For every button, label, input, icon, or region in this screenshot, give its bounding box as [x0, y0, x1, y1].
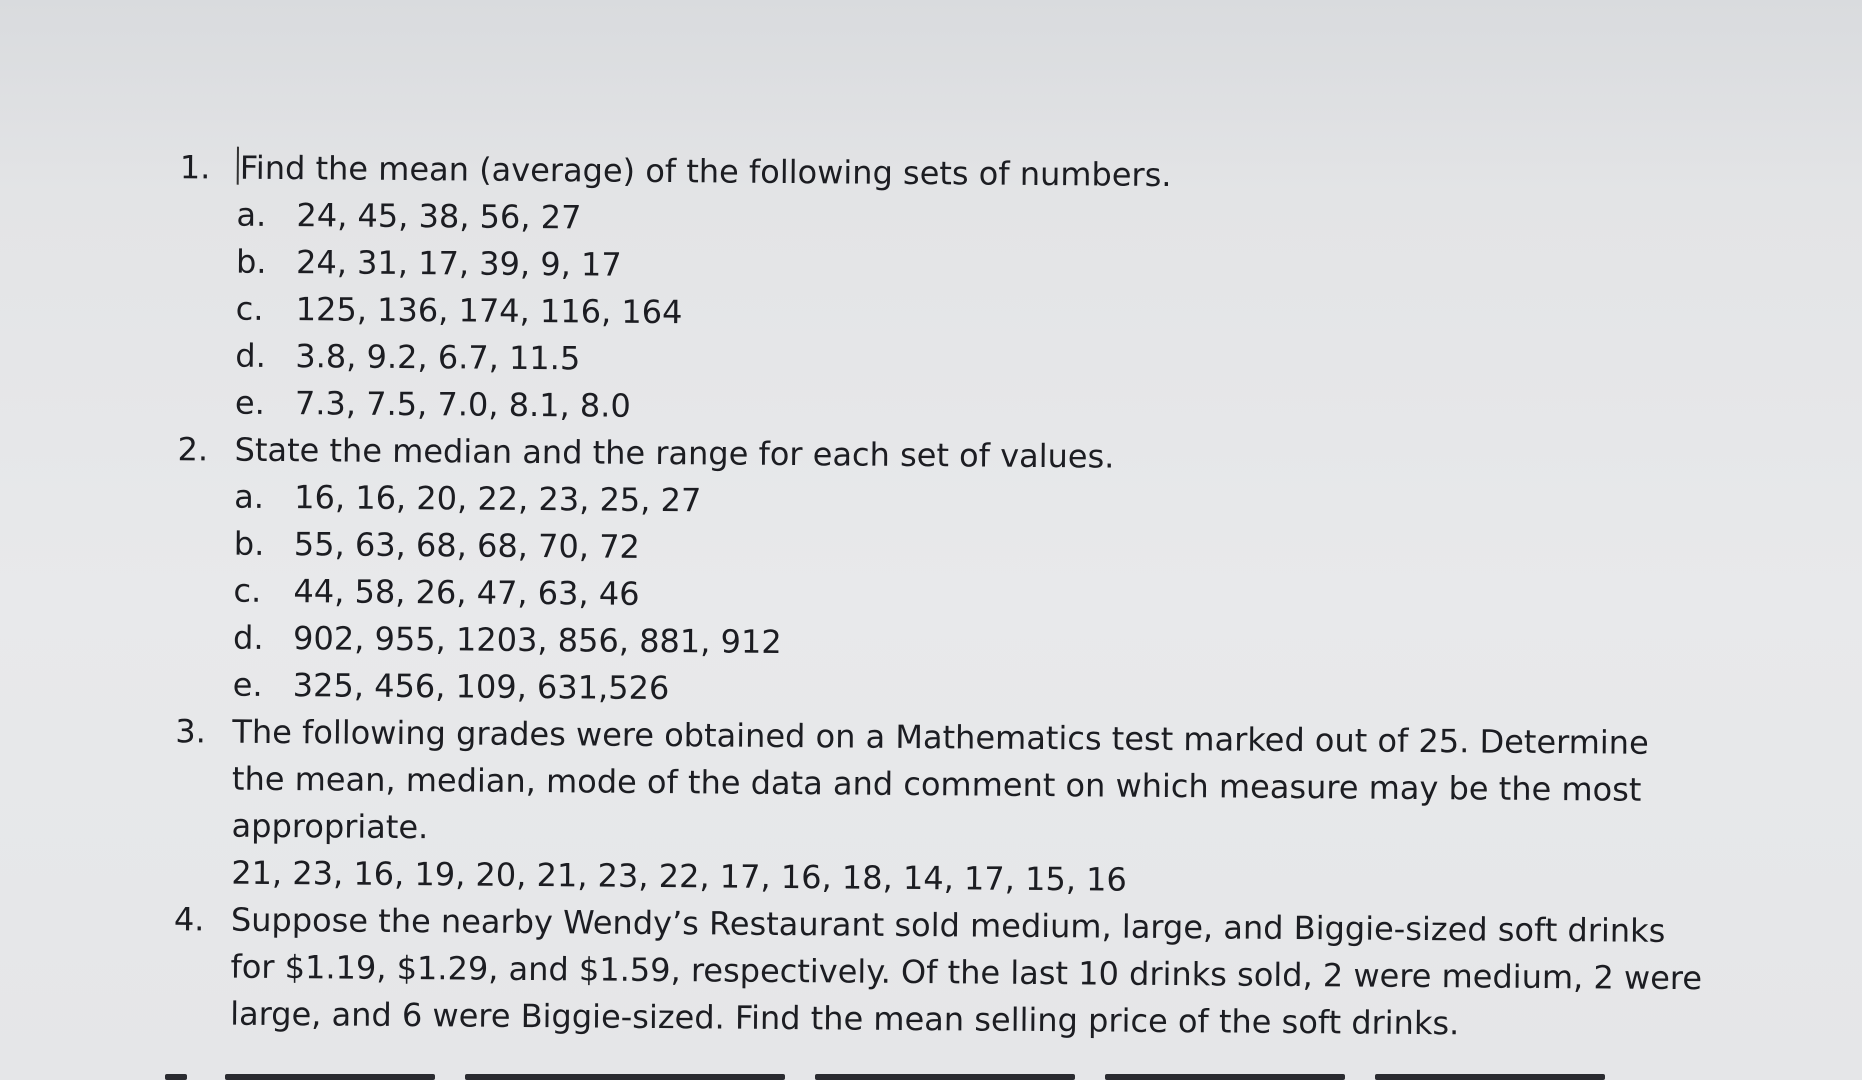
question-text: Suppose the nearby Wendy’s Restaurant sold medium, large, and Biggie-sized soft drinks for $1.19, $1.29, and $1.59, respectively. Of the last 10 drinks sold, 2 were medium, 2 were large, and 6 were Biggie-sized. Find the mean selling price of the soft drinks. — [230, 900, 1703, 1043]
cutoff-glyph — [465, 1074, 785, 1080]
question-text: State the median and the range for each set of values. — [234, 430, 1115, 476]
part-values: 24, 45, 38, 56, 27 — [296, 196, 582, 237]
part-values: 44, 58, 26, 47, 63, 46 — [293, 572, 640, 613]
question-1-parts — [235, 192, 1710, 439]
document-page — [143, 144, 1710, 1049]
part-values: 325, 456, 109, 631,526 — [292, 666, 670, 708]
part-values: 7.3, 7.5, 7.0, 8.1, 8.0 — [294, 384, 631, 425]
part-letter: a. — [234, 477, 265, 516]
cutoff-glyph — [165, 1074, 187, 1080]
question-3 — [144, 708, 1705, 908]
cutoff-glyph — [1105, 1074, 1345, 1080]
part-letter: c. — [233, 571, 262, 610]
question-number: 2. — [177, 430, 209, 469]
cutoff-glyph — [1375, 1074, 1605, 1080]
cutoff-text-line — [165, 1066, 1615, 1080]
question-4 — [143, 896, 1704, 1049]
part-values: 55, 63, 68, 68, 70, 72 — [293, 525, 641, 566]
question-number: 3. — [175, 712, 207, 751]
part-values: 902, 955, 1203, 856, 881, 912 — [292, 619, 782, 661]
part-values: 3.8, 9.2, 6.7, 11.5 — [295, 337, 581, 378]
part-values: 125, 136, 174, 116, 164 — [295, 290, 683, 332]
part-letter: e. — [234, 383, 265, 422]
question-text: Find the mean (average) of the following sets of numbers. — [239, 148, 1172, 195]
question-2 — [146, 426, 1708, 720]
text-cursor — [237, 147, 239, 185]
part-letter: e. — [232, 665, 263, 704]
question-number: 1. — [179, 148, 211, 187]
part-letter: b. — [233, 524, 265, 563]
part-values: 24, 31, 17, 39, 9, 17 — [295, 243, 622, 284]
question-number: 4. — [173, 900, 205, 939]
grades-data: 21, 23, 16, 19, 20, 21, 23, 22, 17, 16, 18, 14, 17, 15, 16 — [231, 853, 1127, 899]
cutoff-glyph — [815, 1074, 1075, 1080]
part-letter: d. — [232, 618, 264, 657]
cutoff-glyph — [225, 1074, 435, 1080]
question-2-parts — [233, 474, 1708, 721]
part-values: 16, 16, 20, 22, 23, 25, 27 — [294, 478, 702, 520]
part-letter: c. — [235, 289, 264, 328]
part-letter: b. — [235, 242, 267, 281]
question-1 — [148, 144, 1710, 438]
part-letter: a. — [236, 195, 267, 234]
part-letter: d. — [235, 336, 266, 375]
question-text: The following grades were obtained on a Mathematics test marked out of 25. Determine the mean, median, mode of the data and comment on which measure may be the most appropriate. — [231, 712, 1649, 847]
